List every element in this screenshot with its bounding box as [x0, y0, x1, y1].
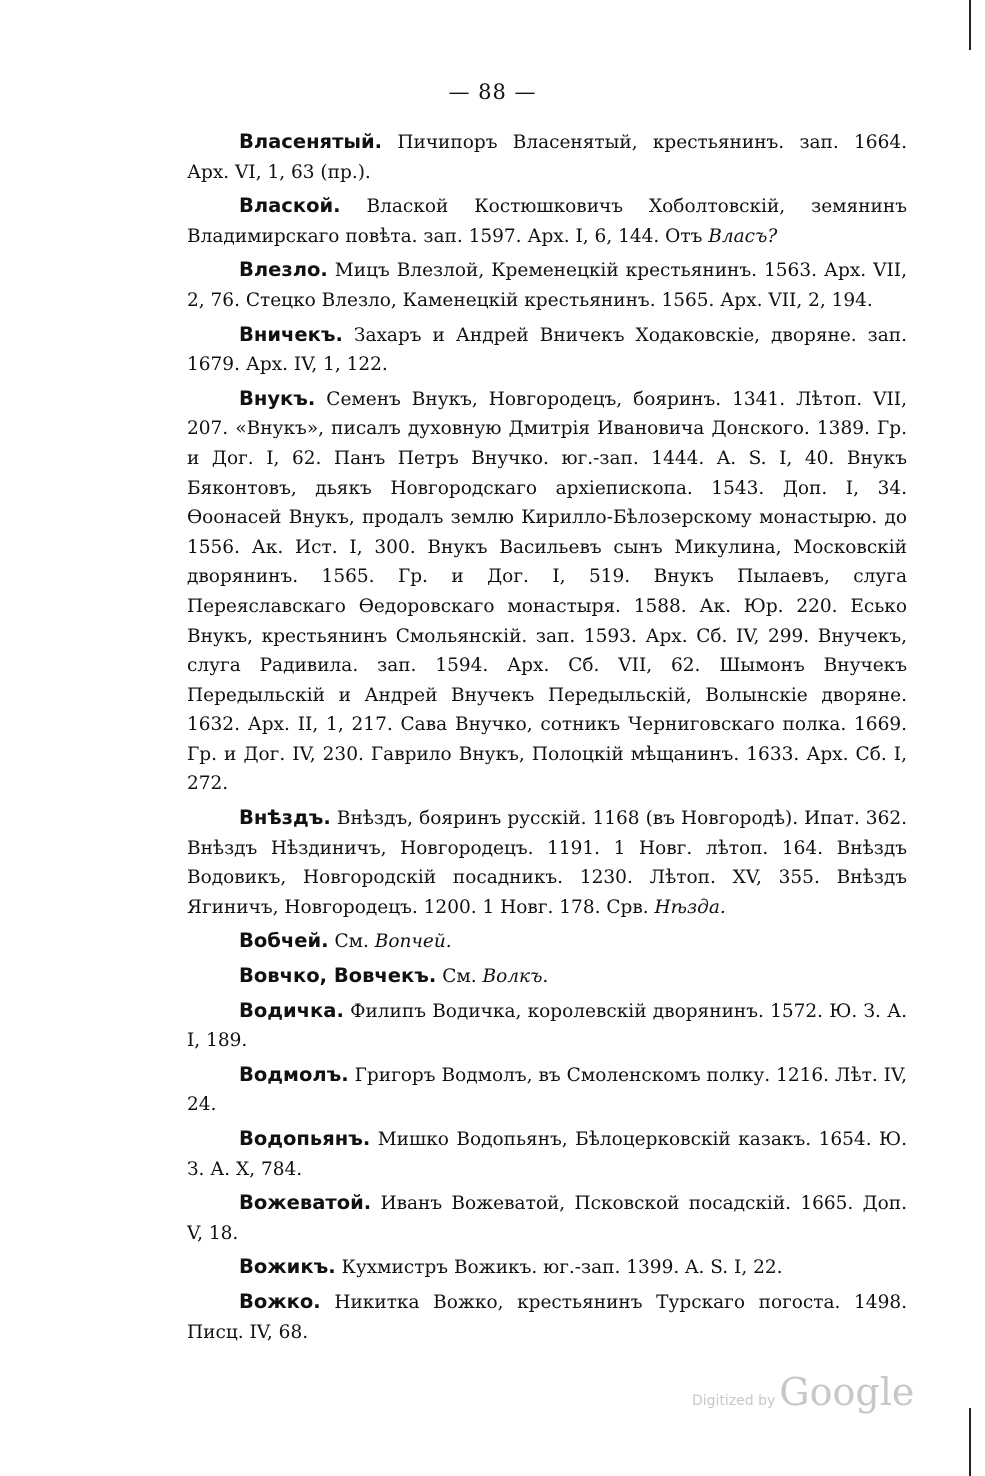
entry-headword: Влезло. [239, 258, 328, 282]
entry-reference: Вопчей. [374, 931, 452, 953]
entry-text: Влаской Костюшковичъ Хоболтовскій, земянинъ Владимирскаго повѣта. зап. 1597. Арх. I, 6, 144. Отъ [187, 196, 907, 247]
entry [187, 1252, 907, 1283]
entry [187, 1124, 907, 1184]
entry-headword: Влаской. [239, 194, 341, 218]
entry-reference: Нѣзда. [654, 896, 726, 918]
entry-text: См. [328, 931, 375, 953]
entry-text: Мишко Водопьянъ, Бѣлоцерковскій казакъ. 1654. Ю. З. А. X, 784. [187, 1129, 907, 1180]
entry [187, 255, 907, 315]
entry-headword: Вничекъ. [239, 322, 343, 346]
entry-text: Захаръ и Андрей Вничекъ Ходаковскіе, дворяне. зап. 1679. Арх. IV, 1, 122. [187, 324, 907, 376]
entry-headword: Водичка. [239, 998, 344, 1022]
entry-text: Мицъ Влезлой, Кременецкій крестьянинъ. 1563. Арх. VII, 2, 76. Стецко Влезло, Каменецкій крестьянинъ. 1565. Арх. VII, 2, 194. [187, 260, 907, 311]
watermark-small-text: Digitized by [692, 1393, 776, 1409]
entry-text: Пичипоръ Власенятый, крестьянинъ. зап. 1664. Арх. VI, 1, 63 (пр.). [187, 132, 907, 183]
entry-headword: Водопьянъ. [239, 1127, 371, 1150]
entry-headword: Вобчей. [239, 929, 329, 953]
entry [187, 961, 907, 992]
entry-text: Никитка Вожко, крестьянинъ Турскаго погоста. 1498. Писц. IV, 68. [187, 1291, 907, 1343]
entry [187, 1287, 907, 1347]
entry-headword: Вожко. [239, 1289, 321, 1313]
entry [187, 926, 907, 957]
entry-text: См. [436, 966, 483, 988]
entry-text: Внѣздъ, бояринъ русскій. 1168 (въ Новгородѣ). Ипат. 362. Внѣздъ Нѣздиничъ, Новгородецъ. 1191. 1 Новг. лѣтоп. 164. Внѣздъ Водовикъ, Новгородскій посадникъ. 1230. Лѣтоп. XV, 355. Внѣздъ Ягиничъ, Новгородецъ. 1200. 1 Новг. 178. Срв. [187, 808, 907, 918]
entry-text: Иванъ Вожеватой, Псковской посадскій. 1665. Доп. V, 18. [187, 1193, 907, 1244]
margin-rule-top [969, 0, 971, 50]
entry [187, 1060, 907, 1120]
entry-headword: Власенятый. [239, 130, 383, 153]
entry-text: Кухмистръ Вожикъ. юг.-зап. 1399. A. S. I, 22. [335, 1257, 783, 1279]
digitized-by-watermark [692, 1370, 914, 1414]
entry [187, 1188, 907, 1248]
entry-headword: Внукъ. [239, 386, 316, 410]
entry-headword: Водмолъ. [239, 1062, 349, 1086]
entry [187, 127, 907, 187]
entry [187, 996, 907, 1056]
page-number: — 88 — [448, 80, 537, 104]
entry-headword: Вожеватой. [239, 1191, 372, 1215]
entry-headword: Вовчко, Вовчекъ. [239, 964, 437, 988]
watermark-logo-text: Google [779, 1370, 915, 1414]
entry-reference: Волкъ. [482, 966, 549, 988]
entry [187, 384, 907, 799]
entry-text: Григоръ Водмолъ, въ Смоленскомъ полку. 1216. Лѣт. IV, 24. [187, 1064, 907, 1116]
entry-headword: Вожикъ. [239, 1255, 336, 1279]
entry-text: Филипъ Водичка, королевскій дворянинъ. 1572. Ю. З. А. I, 189. [187, 1000, 907, 1052]
entry-headword: Внѣздъ. [239, 806, 331, 830]
margin-rule-bottom [969, 1408, 971, 1476]
entry [187, 320, 907, 380]
entry-reference: Власъ? [708, 225, 778, 247]
entry [187, 191, 907, 251]
dictionary-entries [187, 127, 907, 1351]
entry [187, 803, 907, 922]
entry-text: Семенъ Внукъ, Новгородецъ, бояринъ. 1341. Лѣтоп. VII, 207. «Внукъ», писалъ духовную Дмитрія Ивановича Донского. 1389. Гр. и Дог. I, 62. Панъ Петръ Внучко. юг.-зап. 1444. A. S. I, 40. Внукъ Бяконтовъ, дьякъ Новгородскаго архіепископа. 1543. Доп. I, 34. Ѳоонасей Внукъ, продалъ землю Кирилло-Бѣлозерскому монастырю. до 1556. Ак. Ист. I, 300. Внукъ Васильевъ сынъ Микулина, Московскій дворянинъ. 1565. Гр. и Дог. I, 519. Внукъ Пылаевъ, слуга Переяславскаго Ѳедоровскаго монастыря. 1588. Ак. Юр. 220. Есько Внукъ, крестьянинъ Смольянскій. зап. 1593. Арх. Сб. IV, 299. Внучекъ, слуга Радивила. зап. 1594. Арх. Сб. VII, 62. Шымонъ Внучекъ Передыльскій и Андрей Внучекъ Передыльскій, Волынскіе дворяне. 1632. Арх. II, 1, 217. Сава Внучко, сотникъ Черниговскаго полка. 1669. Гр. и Дог. IV, 230. Гаврило Внукъ, Полоцкій мѣщанинъ. 1633. Арх. Сб. I, 272. [187, 388, 907, 795]
